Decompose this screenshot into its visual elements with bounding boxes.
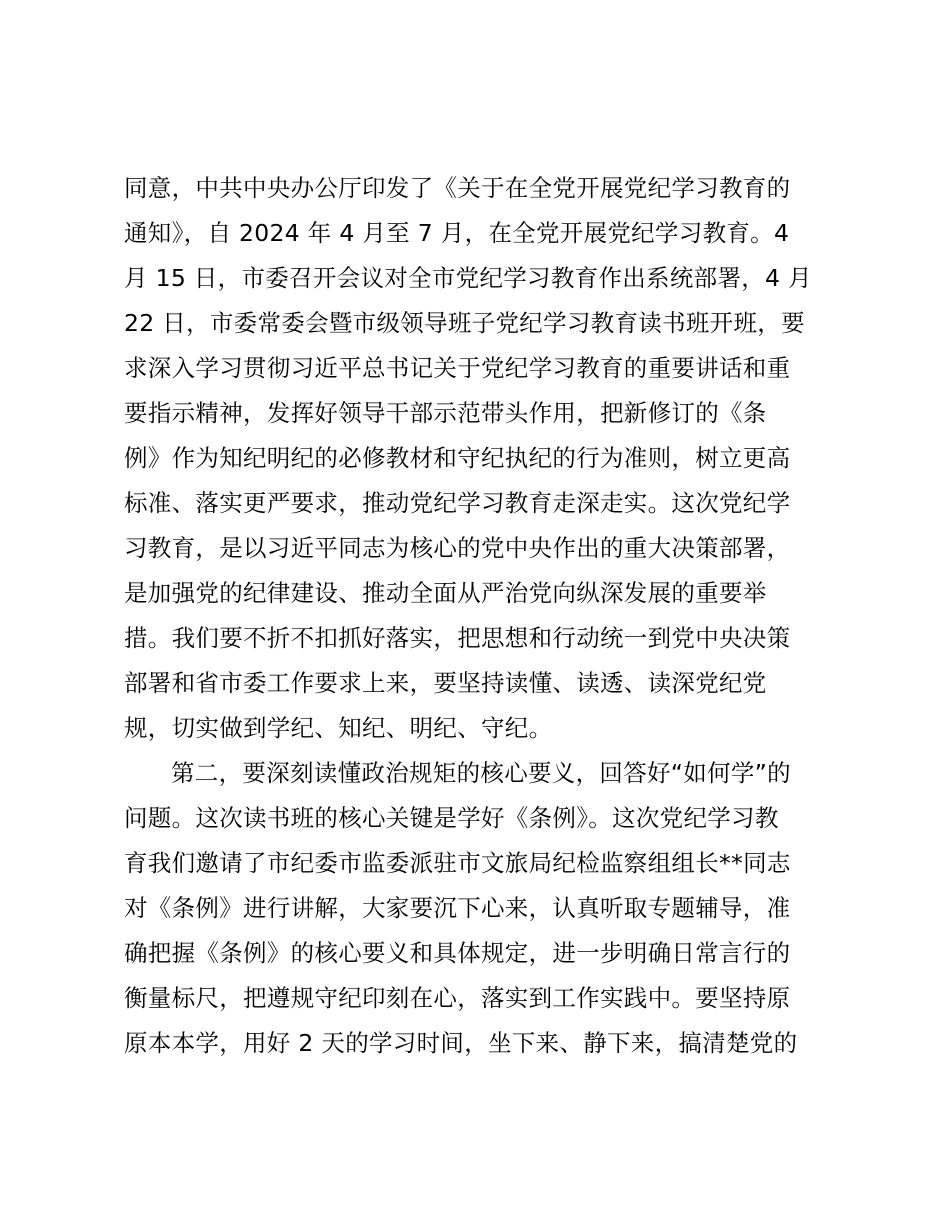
text-line: 要指示精神，发挥好领导干部示范带头作用，把新修订的《条 bbox=[124, 399, 767, 427]
text-line: 求深入学习贯彻习近平总书记关于党纪学习教育的重要讲话和重 bbox=[124, 354, 791, 382]
text-line: 习教育，是以习近平同志为核心的党中央作出的重大决策部署， bbox=[124, 534, 791, 562]
text-line: 衡量标尺，把遵规守纪印刻在心，落实到工作实践中。要坚持原 bbox=[124, 984, 791, 1012]
text-line: 育我们邀请了市纪委市监委派驻市文旅局纪检监察组组长**同志 bbox=[124, 849, 791, 877]
text-line: 部署和省市委工作要求上来，要坚持读懂、读透、读深党纪党 bbox=[124, 669, 767, 697]
text-line: 规，切实做到学纪、知纪、明纪、守纪。 bbox=[124, 714, 553, 742]
text-line: 例》作为知纪明纪的必修教材和守纪执纪的行为准则，树立更高 bbox=[124, 444, 791, 472]
text-line: 确把握《条例》的核心要义和具体规定，进一步明确日常言行的 bbox=[124, 939, 791, 967]
text-line: 措。我们要不折不扣抓好落实，把思想和行动统一到党中央决策 bbox=[124, 624, 791, 652]
text-line: 对《条例》进行讲解，大家要沉下心来，认真听取专题辅导，准 bbox=[124, 894, 791, 922]
text-line: 问题。这次读书班的核心关键是学好《条例》。这次党纪学习教 bbox=[124, 804, 779, 832]
paragraph-start-line: 第二，要深刻读懂政治规矩的核心要义，回答好“如何学”的 bbox=[171, 759, 791, 787]
text-line: 22 日，市委常委会暨市级领导班子党纪学习教育读书班开班，要 bbox=[124, 309, 805, 337]
text-line: 原本本学，用好 2 天的学习时间，坐下来、静下来，搞清楚党的 bbox=[124, 1029, 798, 1057]
text-line: 标准、落实更严要求，推动党纪学习教育走深走实。这次党纪学 bbox=[124, 489, 791, 517]
text-line: 通知》，自 2024 年 4 月至 7 月，在全党开展党纪学习教育。4 bbox=[124, 219, 790, 247]
text-line: 同意，中共中央办公厅印发了《关于在全党开展党纪学习教育的 bbox=[124, 174, 791, 202]
text-line: 月 15 日，市委召开会议对全市党纪学习教育作出系统部署，4 月 bbox=[124, 264, 812, 292]
body-text bbox=[124, 166, 834, 1066]
text-line: 是加强党的纪律建设、推动全面从严治党向纵深发展的重要举 bbox=[124, 579, 767, 607]
